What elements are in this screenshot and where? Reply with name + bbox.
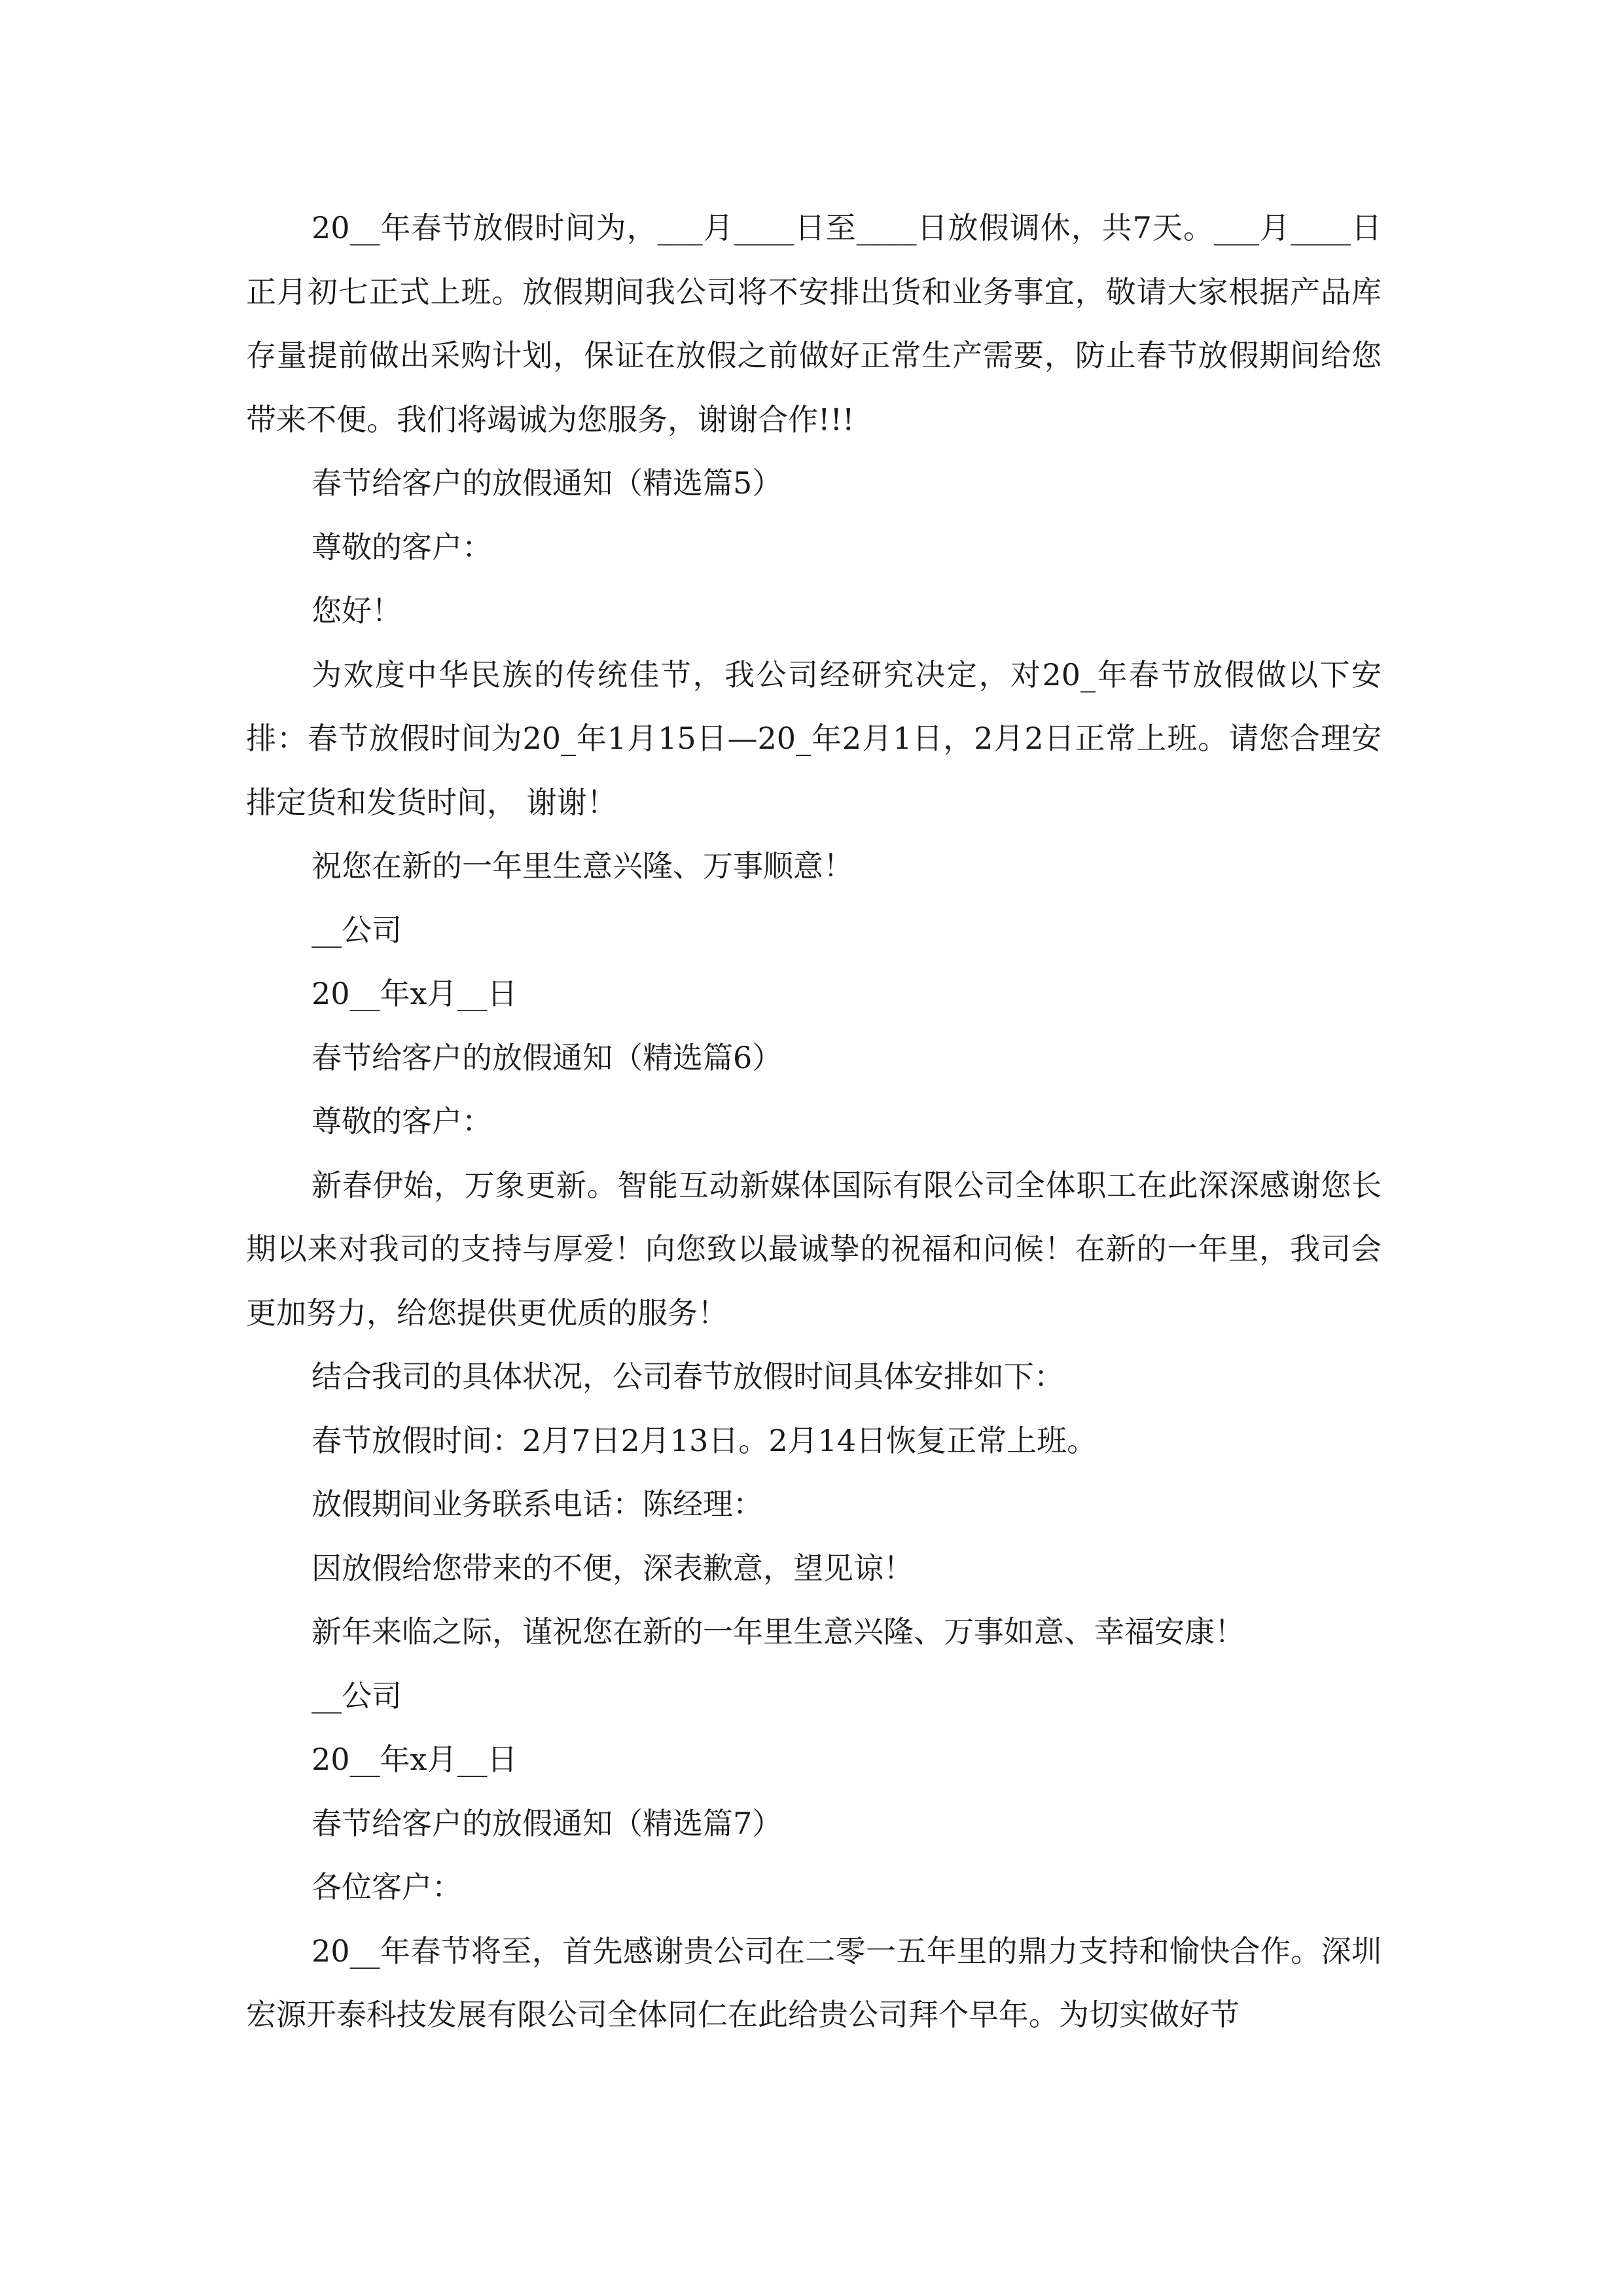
paragraph-schedule-intro: 结合我司的具体状况，公司春节放假时间具体安排如下： [312, 1359, 1064, 1394]
paragraph-new-year-thanks: 新春伊始，万象更新。智能互动新媒体国际有限公司全体职工在此深深感谢您长期以来对我司的支持与厚爱！向您致以最诚挚的祝福和问候！在新的一年里，我司会更加努力，给您提供更优质的服务！ [246, 1167, 1382, 1331]
closing-wish: 新年来临之际，谨祝您在新的一年里生意兴隆、万事如意、幸福安康！ [312, 1614, 1245, 1649]
paragraph-contact: 放假期间业务联系电话：陈经理： [312, 1486, 763, 1522]
paragraph-arrangement: 为欢度中华民族的传统佳节，我公司经研究决定，对20_年春节放假做以下安排：春节放假时间为20_年1月15日—20_年2月1日，2月2日正常上班。请您合理安排定货和发货时间， 谢谢！ [246, 656, 1382, 820]
section-heading-7: 春节给客户的放假通知（精选篇7） [312, 1805, 783, 1841]
paragraph-holiday-dates: 春节放假时间：2月7日2月13日。2月14日恢复正常上班。 [312, 1422, 1097, 1458]
greeting: 您好！ [312, 593, 402, 628]
signature-date: 20__年x月__日 [312, 1742, 518, 1777]
salutation: 尊敬的客户： [312, 1103, 492, 1139]
paragraph-apology: 因放假给您带来的不便，深表歉意，望见谅！ [312, 1550, 914, 1586]
paragraph-spring-festival: 20__年春节将至，首先感谢贵公司在二零一五年里的鼎力支持和愉快合作。深圳宏源开泰科技发展有限公司全体同仁在此给贵公司拜个早年。为切实做好节 [246, 1933, 1382, 2032]
signature-date: 20__年x月__日 [312, 976, 518, 1011]
closing-wish: 祝您在新的一年里生意兴隆、万事顺意！ [312, 848, 853, 884]
salutation: 尊敬的客户： [312, 529, 492, 565]
document-body [246, 196, 1382, 2047]
company-signature: __公司 [312, 1677, 402, 1713]
salutation: 各位客户： [312, 1869, 462, 1905]
company-signature: __公司 [312, 912, 402, 948]
section-heading-5: 春节给客户的放假通知（精选篇5） [312, 465, 783, 501]
paragraph-holiday-schedule: 20__年春节放假时间为，___月____日至____日放假调休，共7天。___月____日正月初七正式上班。放假期间我公司将不安排出货和业务事宜，敬请大家根据产品库存量提前做出采购计划，保证在放假之前做好正常生产需要，防止春节放假期间给您带来不便。我们将竭诚为您服务，谢谢合作!!! [246, 210, 1382, 437]
section-heading-6: 春节给客户的放假通知（精选篇6） [312, 1039, 783, 1075]
